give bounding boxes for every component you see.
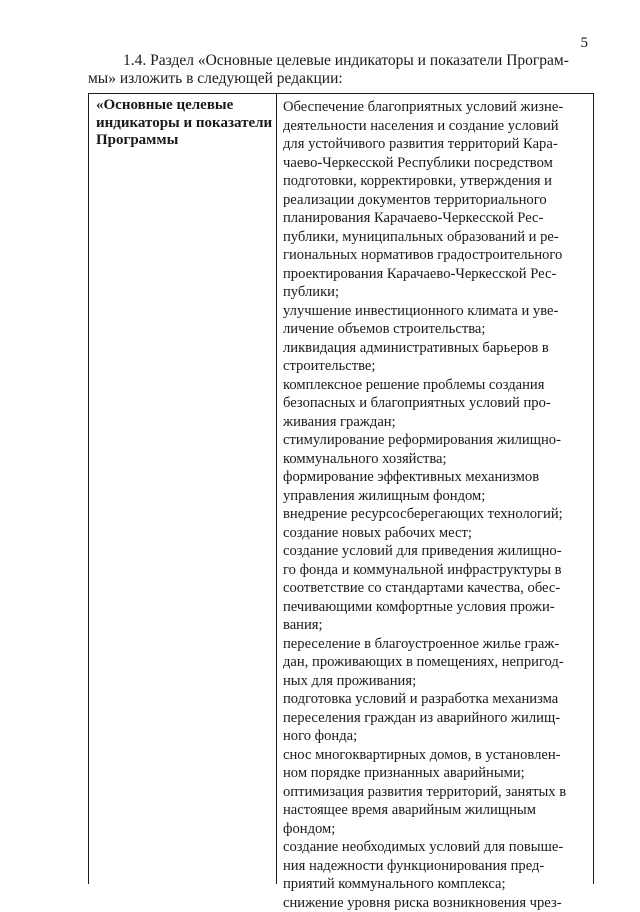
right-cell-line: коммунального хозяйства; [283,450,589,469]
intro-line: мы» изложить в следующей редакции: [88,70,593,88]
left-cell-line: индикаторы и показатели [96,115,272,133]
right-cell-line: публики; [283,283,589,302]
right-cell-line: создание необходимых условий для повыше- [283,838,589,857]
right-cell-line: гиональных нормативов градостроительного [283,246,589,265]
right-cell-line: ных для проживания; [283,672,589,691]
right-cell-line: живания граждан; [283,413,589,432]
right-cell-line: строительстве; [283,357,589,376]
left-cell-line: Программы [96,132,272,150]
page-number: 5 [581,35,589,52]
right-cell-line: реализации документов территориального [283,191,589,210]
right-cell-line: создание новых рабочих мест; [283,524,589,543]
right-cell-line: создание условий для приведения жилищно- [283,542,589,561]
right-cell-line: личение объемов строительства; [283,320,589,339]
right-cell-line: комплексное решение проблемы создания [283,376,589,395]
right-cell-line: деятельности населения и создание условий [283,117,589,136]
right-cell-line: го фонда и коммунальной инфраструктуры в [283,561,589,580]
right-cell-line: улучшение инвестиционного климата и уве- [283,302,589,321]
right-cell-line: вания; [283,616,589,635]
indicators-table [88,93,594,884]
right-cell-line: ликвидация административных барьеров в [283,339,589,358]
table-right-cell [277,94,593,884]
table-left-cell [89,94,277,884]
right-cell-line: переселения граждан из аварийного жилищ- [283,709,589,728]
right-cell-line: публики, муниципальных образований и ре- [283,228,589,247]
right-cell-line: оптимизация развития территорий, занятых в [283,783,589,802]
right-cell-line: стимулирование реформирования жилищно- [283,431,589,450]
right-cell-line: безопасных и благоприятных условий про- [283,394,589,413]
left-cell-line: «Основные целевые [96,97,272,115]
right-cell-line: снижение уровня риска возникновения чрез- [283,894,589,912]
right-cell-line: планирования Карачаево-Черкесской Рес- [283,209,589,228]
right-cell-line: приятий коммунального комплекса; [283,875,589,894]
right-cell-line: настоящее время аварийным жилищным [283,801,589,820]
right-cell-line: ного фонда; [283,727,589,746]
right-cell-line: чаево-Черкесской Республики посредством [283,154,589,173]
intro-paragraph [88,52,593,88]
right-cell-line: подготовка условий и разработка механизма [283,690,589,709]
right-cell-line: подготовки, корректировки, утверждения и [283,172,589,191]
right-cell-line: соответствие со стандартами качества, обес- [283,579,589,598]
right-cell-line: дан, проживающих в помещениях, непригод- [283,653,589,672]
right-cell-line: формирование эффективных механизмов [283,468,589,487]
right-cell-line: проектирования Карачаево-Черкесской Рес- [283,265,589,284]
right-cell-line: внедрение ресурсосберегающих технологий; [283,505,589,524]
right-cell-line: управления жилищным фондом; [283,487,589,506]
right-cell-line: снос многоквартирных домов, в установлен- [283,746,589,765]
right-cell-line: печивающими комфортные условия прожи- [283,598,589,617]
right-cell-line: фондом; [283,820,589,839]
right-cell-line: ния надежности функционирования пред- [283,857,589,876]
right-cell-line: переселение в благоустроенное жилье граж- [283,635,589,654]
right-cell-line: для устойчивого развития территорий Кара- [283,135,589,154]
right-cell-line: ном порядке признанных аварийными; [283,764,589,783]
intro-line: 1.4. Раздел «Основные целевые индикаторы и показатели Програм- [88,52,593,70]
right-cell-line: Обеспечение благоприятных условий жизне- [283,98,589,117]
